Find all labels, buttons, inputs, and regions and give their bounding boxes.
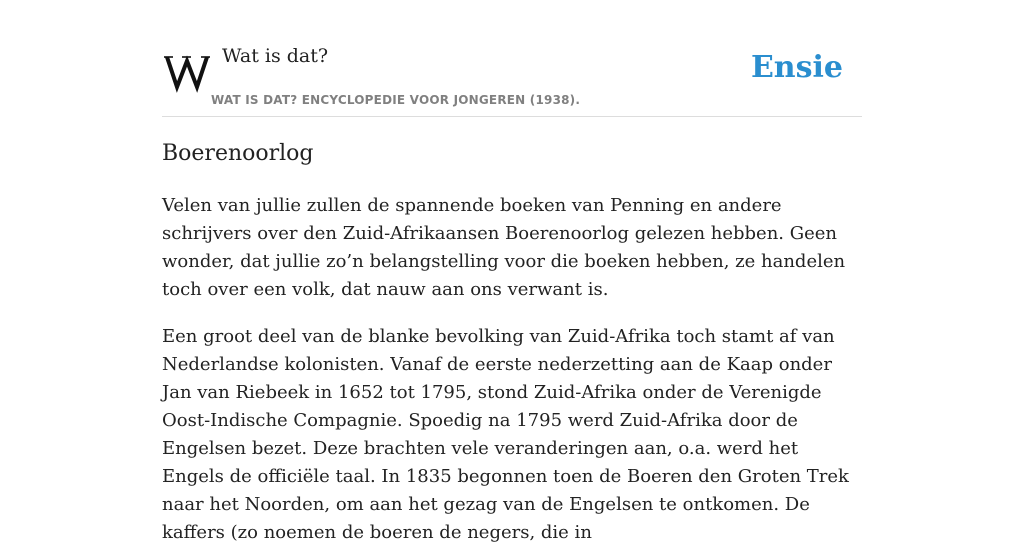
book-title[interactable]: Wat is dat? <box>222 45 329 67</box>
book-subtitle[interactable]: WAT IS DAT? ENCYCLOPEDIE VOOR JONGEREN (1938). <box>211 93 581 107</box>
article-title: Boerenoorlog <box>162 141 314 166</box>
wikipedia-w-icon[interactable] <box>164 51 210 91</box>
article-paragraph: Een groot deel van de blanke bevolking van Zuid-Afrika toch stamt af van Nederlandse kolonisten. Vanaf de eerste nederzetting aan de Kaap onder Jan van Riebeek in 1652 tot 1795, stond Zuid-Afrika onder de Verenigde Oost-Indische Compagnie. Spoedig na 1795 werd Zuid-Afrika door de Engelsen bezet. Deze brachten vele veranderingen aan, o.a. werd het Engels de officiële taal. In 1835 begonnen toen de Boeren den Groten Trek naar het Noorden, om aan het gezag van de Engelsen te ontkomen. De kaffers (zo noemen de boeren de negers, die in <box>162 326 849 543</box>
site-header <box>162 0 862 117</box>
article <box>162 138 862 547</box>
brand-logo[interactable]: Ensie <box>750 50 843 85</box>
article-paragraph: Velen van jullie zullen de spannende boeken van Penning en andere schrijvers over den Zuid-Afrikaansen Boerenoorlog gelezen hebben. Geen wonder, dat jullie zo’n belangstelling voor die boeken hebben, ze handelen toch over een volk, dat nauw aan ons verwant is. <box>162 195 846 300</box>
